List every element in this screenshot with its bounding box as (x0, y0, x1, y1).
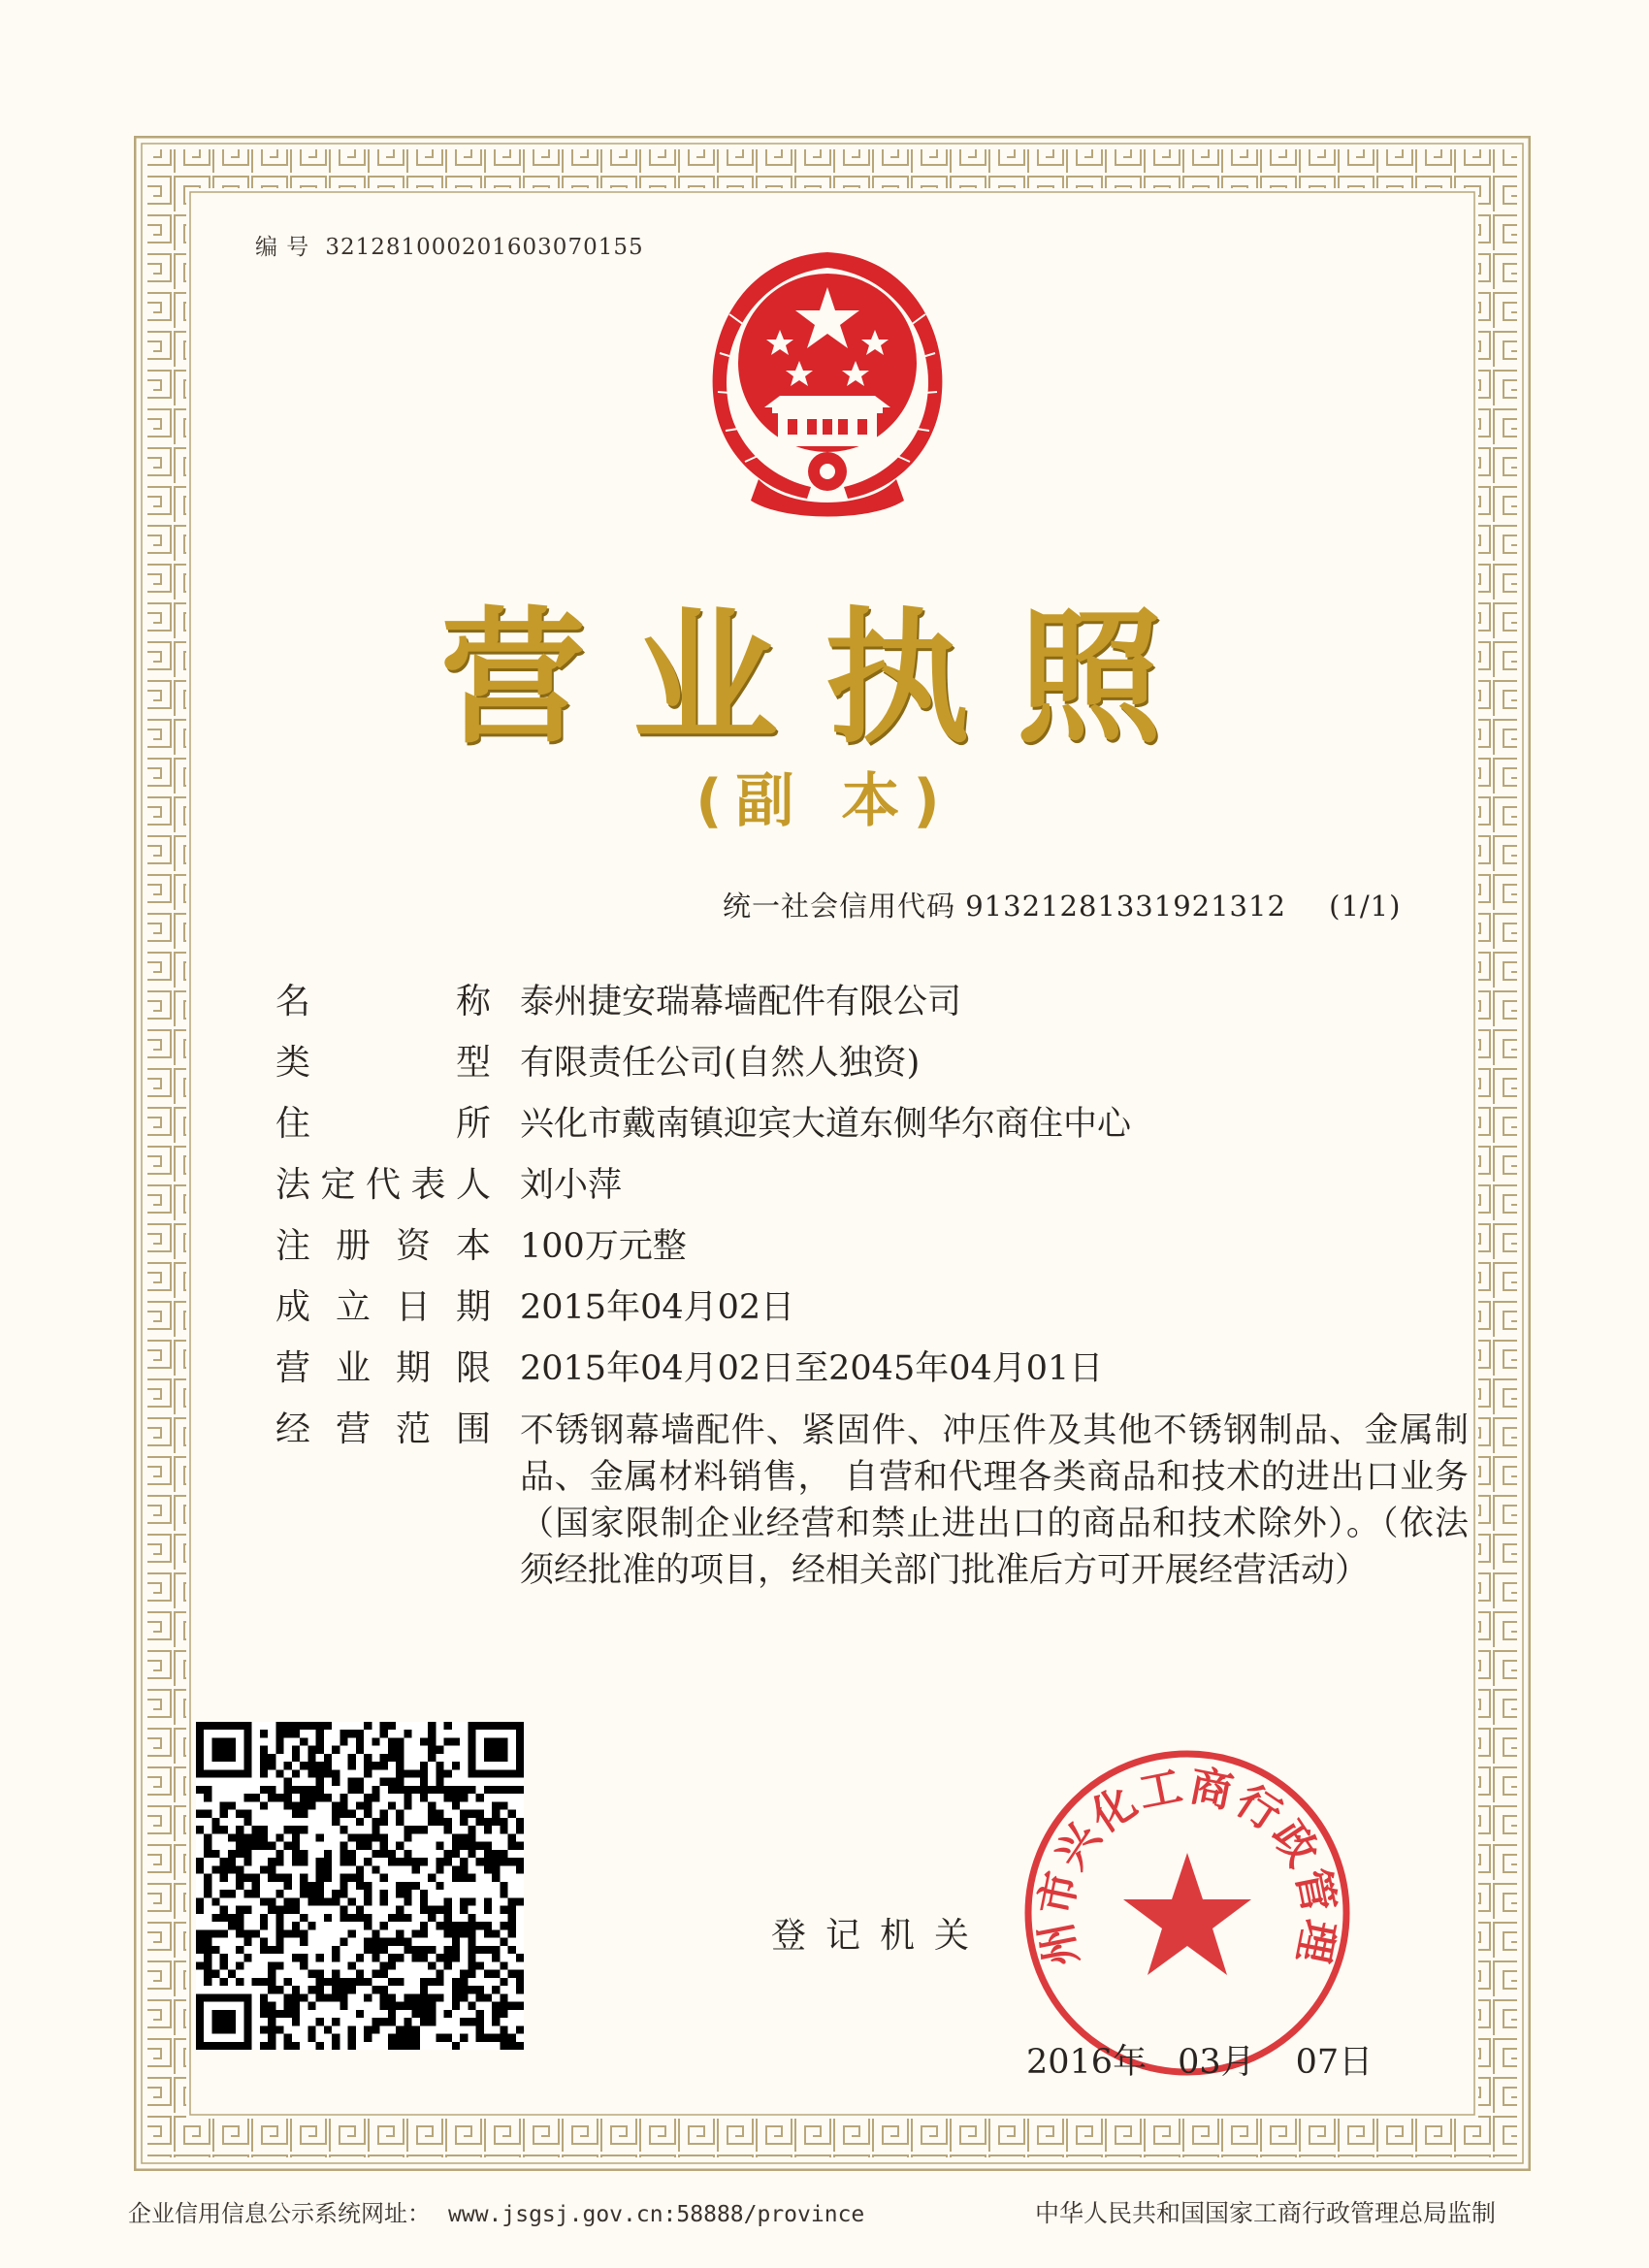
registration-number-line (255, 229, 644, 261)
national-emblem-icon (691, 237, 964, 518)
field-type (275, 1041, 1469, 1085)
field-address (275, 1102, 1469, 1147)
issue-day-unit: 日 (1339, 2043, 1374, 2082)
issue-month: 03 (1178, 2043, 1221, 2082)
field-name (275, 980, 1469, 1024)
issue-month-unit: 月 (1220, 2043, 1255, 2082)
field-term-label: 营 业 期 限 (275, 1348, 491, 1388)
footer-website-url[interactable]: www.jsgsj.gov.cn:58888/province (448, 2202, 865, 2227)
field-legal-rep-label: 法 定 代 表 人 (275, 1165, 491, 1205)
credit-code: 91321281331921312 (965, 890, 1286, 923)
field-type-value: 有限责任公司(自然人独资) (520, 1044, 921, 1083)
field-established (275, 1285, 1469, 1330)
registration-number: 321281000201603070155 (325, 235, 644, 260)
document-title: 营业执照 (439, 595, 1209, 763)
field-legal-rep-value: 刘小萍 (520, 1166, 623, 1205)
field-established-label: 成 立 日 期 (275, 1287, 491, 1327)
seal-text: 州市兴化工商行政管理 (1030, 1761, 1344, 1970)
field-established-value: 2015年04月02日 (520, 1288, 795, 1327)
field-capital-label: 注 册 资 本 (275, 1226, 491, 1266)
registration-number-label: 编 号 (255, 235, 310, 260)
field-capital-value: 100万元整 (520, 1227, 687, 1266)
field-name-value: 泰州捷安瑞幕墙配件有限公司 (520, 983, 962, 1021)
page-indicator: (1/1) (1329, 890, 1402, 923)
field-term (275, 1346, 1469, 1391)
issue-day: 07 (1295, 2043, 1340, 2082)
field-address-label: 住 所 (275, 1104, 491, 1144)
footer-website-label: 企业信用信息公示系统网址： (128, 2200, 431, 2227)
issue-date (1026, 2035, 1373, 2084)
credit-code-line (723, 885, 1401, 924)
footer-website (128, 2194, 864, 2228)
field-address-value: 兴化市戴南镇迎宾大道东侧华尔商住中心 (520, 1105, 1132, 1144)
document-subtitle: (副 本) (695, 767, 954, 835)
field-term-value: 2015年04月02日至2045年04月01日 (520, 1349, 1104, 1388)
field-scope-value: 不锈钢幕墙配件、紧固件、冲压件及其他不锈钢制品、金属制品、金属材料销售， 自营和代理各类商品和技术的进出口业务（国家限制企业经营和禁止进出口的商品和技术除外）。（依法须经批准的项目，经相关部门批准后方可开展经营活动） (520, 1411, 1469, 1590)
footer-supervisor: 中华人民共和国国家工商行政管理总局监制 (1034, 2199, 1496, 2227)
qr-code (196, 1722, 524, 2050)
credit-code-label: 统一社会信用代码 (723, 890, 956, 923)
official-seal-stamp (1020, 1746, 1354, 2080)
field-name-label: 名 称 (275, 982, 491, 1021)
field-legal-rep (275, 1163, 1469, 1208)
license-fields (275, 980, 1469, 1610)
field-scope-label: 经 营 范 围 (275, 1409, 491, 1449)
issue-year: 2016 (1026, 2043, 1114, 2082)
issue-year-unit: 年 (1113, 2043, 1148, 2082)
field-capital (275, 1224, 1469, 1269)
field-type-label: 类 型 (275, 1043, 491, 1083)
field-scope (275, 1408, 1469, 1594)
registration-authority-label: 登记机关 (771, 1916, 989, 1956)
